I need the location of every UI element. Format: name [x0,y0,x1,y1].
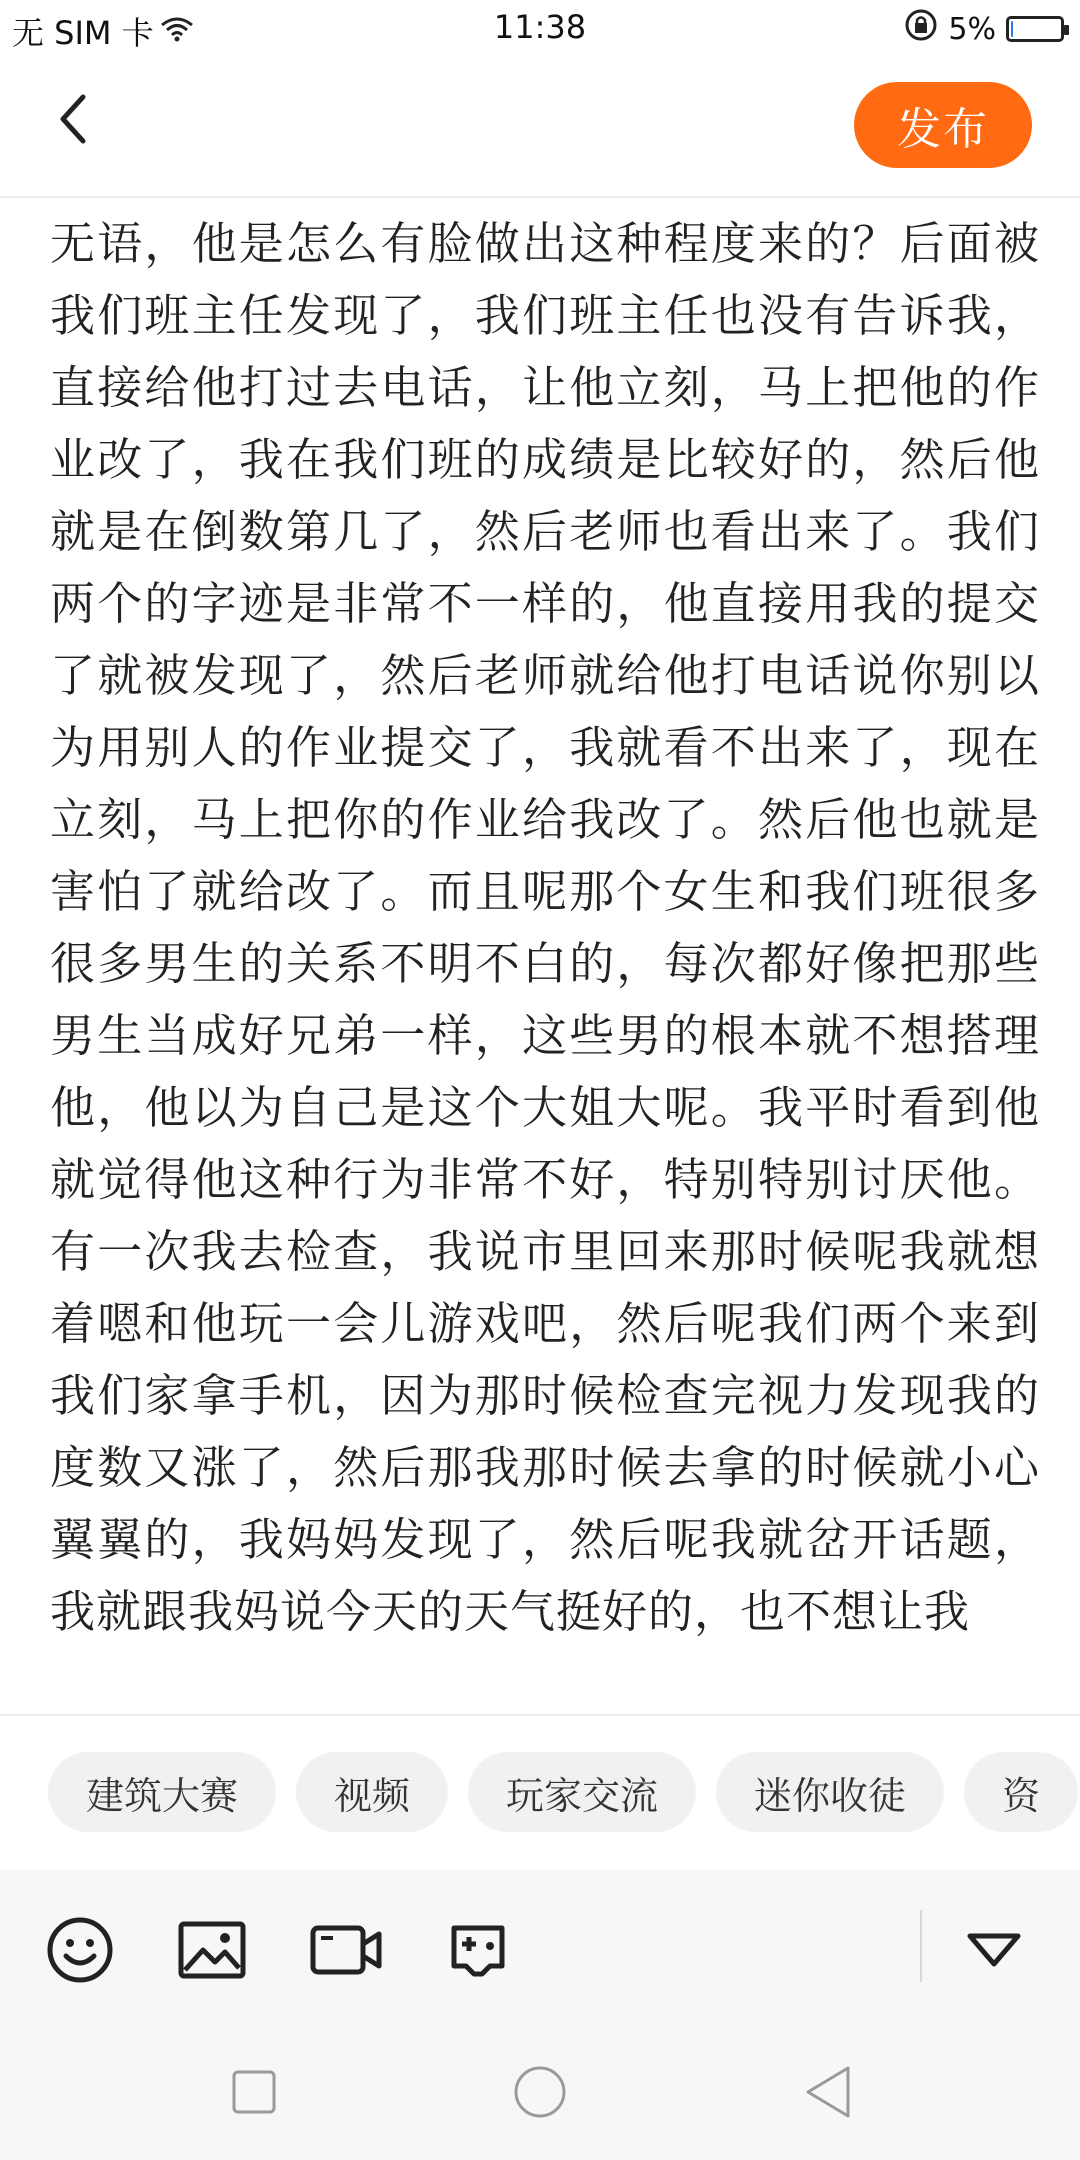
tag-chip[interactable]: 资 [964,1752,1078,1832]
gamepad-icon [446,1920,510,1980]
image-button[interactable] [172,1910,252,1990]
recents-button[interactable] [222,2060,286,2124]
collapse-icon [965,1930,1023,1970]
carrier-label: 无 SIM 卡 [12,14,154,52]
image-icon [177,1920,247,1980]
back-button[interactable] [38,84,108,154]
rotation-lock-icon [904,8,938,50]
toolbar-divider [920,1910,922,1982]
tag-list[interactable] [48,1752,1041,1836]
back-nav-button[interactable] [796,2060,860,2124]
tag-chip[interactable]: 建筑大赛 [48,1752,276,1832]
tag-chip[interactable]: 视频 [296,1752,448,1832]
battery-fill [1011,21,1013,37]
tag-chip[interactable]: 迷你收徒 [716,1752,944,1832]
editor-toolbar [0,1870,1080,2020]
publish-button[interactable]: 发布 [854,82,1032,168]
emoji-icon [46,1916,114,1984]
emoji-button[interactable] [40,1910,120,1990]
editor-header [0,56,1080,198]
status-bar [0,0,1080,56]
game-button[interactable] [438,1910,518,1990]
back-triangle-icon [802,2064,854,2120]
home-icon [512,2064,568,2120]
tag-chip[interactable]: 玩家交流 [468,1752,696,1832]
video-icon [309,1922,383,1978]
post-text[interactable]: 无语，他是怎么有脸做出这种程度来的？后面被我们班主任发现了，我们班主任也没有告诉我，直接给他打过去电话，让他立刻，马上把他的作业改了，我在我们班的成绩是比较好的，然后他就是在倒数第几了，然后老师也看出来了。我们两个的字迹是非常不一样的，他直接用我的提交了就被发现了，然后老师就给他打电话说你别以为用别人的作业提交了，我就看不出来了，现在立刻，马上把你的作业给我改了。然后他也就是害怕了就给改了。而且呢那个女生和我们班很多很多男生的关系不明不白的，每次都好像把那些男生当成好兄弟一样，这些男的根本就不想搭理他，他以为自己是这个大姐大呢。我平时看到他就觉得他这种行为非常不好，特别特别讨厌他。有一次我去检查，我说市里回来那时候呢我就想着嗯和他玩一会儿游戏吧，然后呢我们两个来到我们家拿手机，因为那时候检查完视力发现我的度数又涨了，然后那我那时候去拿的时候就小心翼翼的，我妈妈发现了，然后呢我就岔开话题，我就跟我妈说今天的天气挺好的，也不想让我 [50,217,1040,1638]
video-button[interactable] [306,1910,386,1990]
clock: 11:38 [493,8,587,46]
status-right [904,8,1064,50]
battery-percent: 5% [948,11,996,47]
post-editor[interactable] [50,208,1040,1708]
back-arrow-icon [53,91,93,147]
collapse-button[interactable] [954,1910,1034,1990]
home-button[interactable] [508,2060,572,2124]
system-nav-bar [0,2020,1080,2160]
battery-icon [1006,16,1064,42]
recents-icon [230,2068,278,2116]
divider [0,1714,1080,1716]
